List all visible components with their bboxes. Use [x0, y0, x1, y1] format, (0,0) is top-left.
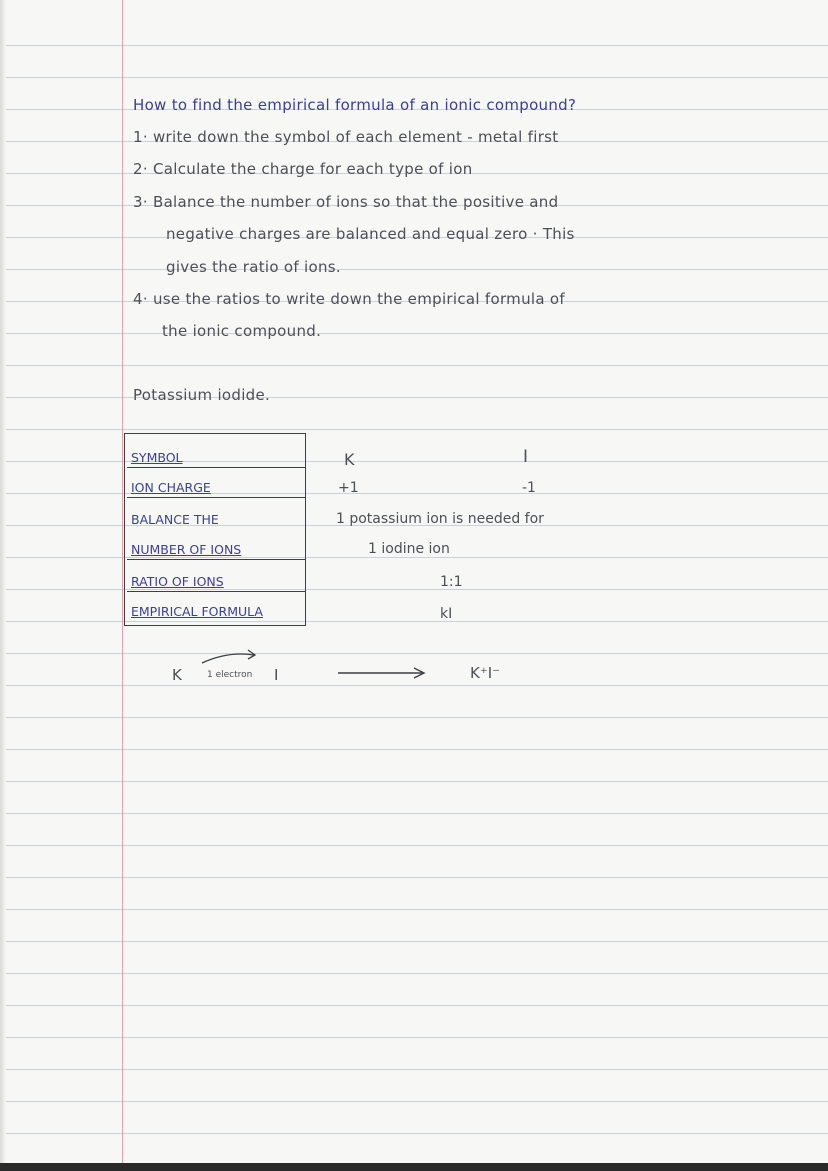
- charge-iodine: -1: [522, 480, 536, 496]
- symbol-iodine: I: [523, 447, 529, 467]
- margin-rule: [122, 0, 123, 1171]
- row-label-empirical-formula: EMPIRICAL FORMULA: [131, 604, 263, 619]
- reaction-arrow: [336, 665, 428, 681]
- symbol-potassium: K: [344, 450, 355, 469]
- step-1: 1· write down the symbol of each element - metal first: [133, 128, 559, 146]
- ionic-product: K⁺I⁻: [470, 664, 501, 682]
- notes-title: How to find the empirical formula of an ionic compound?: [133, 96, 577, 114]
- scan-bottom-edge: [0, 1163, 828, 1171]
- electron-label: 1 electron: [207, 670, 253, 680]
- example-title: Potassium iodide.: [133, 386, 271, 404]
- step-3-cont-1: negative charges are balanced and equal zero · This: [166, 225, 575, 243]
- transfer-iodine: I: [274, 666, 279, 684]
- empirical-formula-value: kI: [440, 606, 453, 622]
- page-edge-shadow: [0, 0, 6, 1171]
- electron-arc-arrow: [198, 643, 260, 667]
- step-3-cont-2: gives the ratio of ions.: [166, 258, 341, 276]
- ratio-value: 1:1: [440, 574, 463, 590]
- row-label-ratio: RATIO OF IONS: [127, 562, 305, 592]
- step-3: 3· Balance the number of ions so that the positive and: [133, 193, 559, 211]
- charge-potassium: +1: [338, 480, 359, 496]
- row-label-symbol: SYMBOL: [127, 438, 305, 468]
- transfer-potassium: K: [172, 666, 182, 684]
- row-label-ion-charge: ION CHARGE: [127, 468, 305, 498]
- balance-note-line-2: 1 iodine ion: [368, 541, 450, 557]
- row-label-balance: BALANCE THE: [131, 512, 219, 527]
- row-label-number-of-ions: NUMBER OF IONS: [127, 530, 305, 560]
- balance-note-line-1: 1 potassium ion is needed for: [336, 511, 544, 527]
- step-4-cont: the ionic compound.: [162, 322, 322, 340]
- step-4: 4· use the ratios to write down the empirical formula of: [133, 290, 565, 308]
- step-2: 2· Calculate the charge for each type of ion: [133, 160, 473, 178]
